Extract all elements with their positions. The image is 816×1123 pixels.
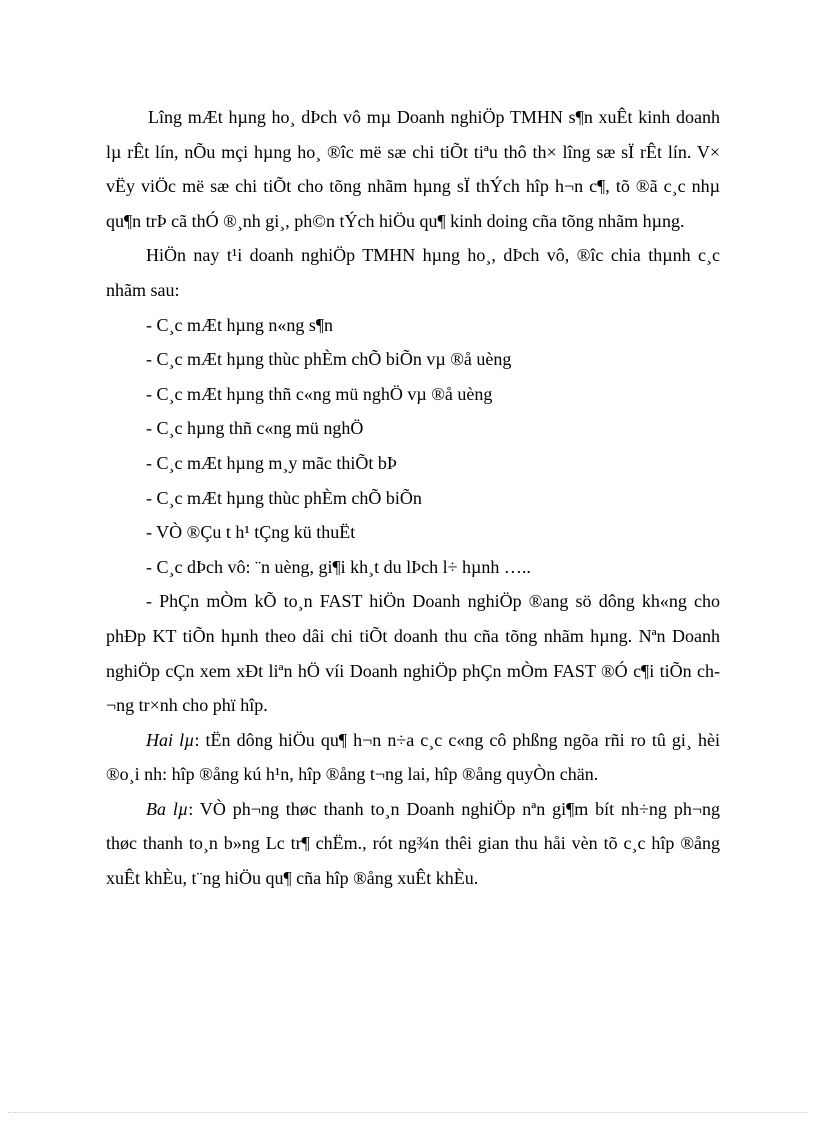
list-item: - C¸c dÞch vô: ¨n uèng, gi¶i kh¸t du lÞch l÷ hµnh ….. — [146, 556, 531, 577]
page-bottom-divider — [8, 1112, 808, 1113]
paragraph-product-groups-intro: Lîng mÆt hµng ho¸ dÞch vô mµ Doanh nghiÖp TMHN s¶n xuÊt kinh doanh lµ rÊt lín, nÕu mçi hµng ho¸ ®îc më sæ chi tiÕt tiªu thô th× lîng sæ sÏ rÊt lín. V× vËy viÖc më sæ chi tiÕt cho tõng nhãm hµng sÏ thÝch hîp h¬n c¶, tõ ®ã c¸c nhµ qu¶n trÞ cã thÓ ®¸nh gi¸, ph©n tÝch hiÖu qu¶ kinh doing cña tõng nhãm hµng. — [106, 107, 720, 231]
list-item: - C¸c mÆt hµng thñ c«ng mü nghÖ vµ ®å uèng — [146, 383, 493, 404]
list-item: - C¸c mÆt hµng m¸y mãc thiÕt bÞ — [146, 452, 397, 473]
list-item: - C¸c mÆt hµng n«ng s¶n — [146, 314, 334, 335]
document-body — [106, 100, 720, 896]
hai-la-text: : tËn dông hiÖu qu¶ h¬n n÷a c¸c c«ng cô phßng ngõa rñi ro tû gi¸ hèi ®o¸i nh: hîp ®ång kú h¹n, hîp ®ång t¬ng lai, hîp ®ång quyÒn chän. — [106, 729, 720, 785]
list-item: - C¸c mÆt hµng thùc phÈm chÕ biÕn vµ ®å uèng — [146, 349, 512, 370]
ba-la-lead: Ba lµ — [146, 798, 189, 819]
paragraph-fast-software: - PhÇn mÒm kÕ to¸n FAST hiÖn Doanh nghiÖp ®ang sö dông kh«ng cho phÐp KT tiÕn hµnh theo dâi chi tiÕt doanh thu cña tõng nhãm hµng. Nªn Doanh nghiÖp cÇn xem xÐt liªn hÖ víi Doanh nghiÖp phÇn mÒm FAST ®Ó c¶i tiÕn ch¬ng tr×nh cho phï hîp. — [106, 591, 720, 716]
list-item: - VÒ ®Çu t h¹ tÇng kü thuËt — [146, 522, 356, 543]
list-item: - C¸c hµng thñ c«ng mü nghÖ — [146, 418, 364, 439]
hai-la-lead: Hai lµ — [146, 729, 195, 750]
paragraph-ba-la — [106, 792, 720, 896]
paragraph-current-groups: HiÖn nay t¹i doanh nghiÖp TMHN hµng ho¸, dÞch vô, ®îc chia thµnh c¸c nhãm sau: — [106, 245, 720, 300]
ba-la-text: : VÒ ph¬ng thøc thanh to¸n Doanh nghiÖp nªn gi¶m bít nh÷ng ph¬ng thøc thanh to¸n b»ng Lc tr¶ chËm., rót ng¾n thêi gian thu håi vèn tõ c¸c hîp ®ång xuÊt khÈu, t¨ng hiÖu qu¶ cña hîp ®ång xuÊt khÈu. — [106, 798, 720, 889]
list-item: - C¸c mÆt hµng thùc phÈm chÕ biÕn — [146, 487, 422, 508]
product-group-list — [106, 308, 720, 585]
paragraph-hai-la — [106, 723, 720, 792]
